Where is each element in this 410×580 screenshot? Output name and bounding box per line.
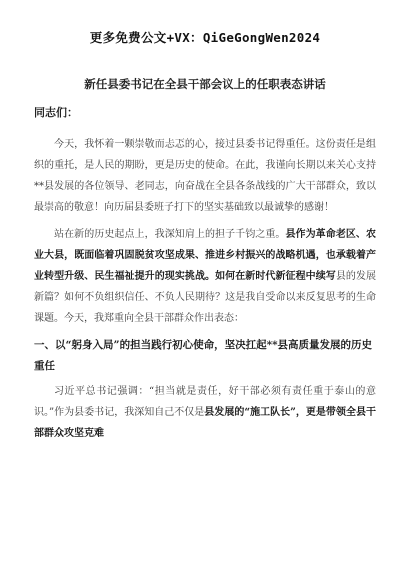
paragraph-section1: [34, 381, 376, 444]
document-title: 新任县委书记在全县干部会议上的任职表态讲话: [84, 77, 326, 91]
paragraph-situation-text-c: 县的发展新篇？如何不负组织信任、不负人民期待？这是我自受命以来反复思考的生命课题。今天，我郑重向全县干部群众作出表态：: [34, 271, 377, 324]
salutation: 同志们：: [34, 106, 78, 119]
paragraph-situation-bold: 县作为革命老区、农业大县，既面临着巩固脱贫攻坚成果、推进乡村振兴的战略机遇，也承载着产业转型升级、民生福祉提升的现实挑战。如何在新时代新征程中续写: [34, 229, 377, 282]
section-heading-1: 一、以“躬身入局”的担当践行初心使命，坚决扛起**县高质量发展的历史重任: [34, 339, 373, 372]
watermark-header: 更多免费公文+VX：QiGeGongWen2024: [89, 30, 321, 45]
paragraph-intro-text: 今天，我怀着一颗崇敬而忐忑的心，接过县委书记得重任。这份责任是组织的重托，是人民的期盼，更是历史的使命。在此，我谨向长期以来关心支持**县发展的各位领导、老同志，向奋战在全县各条战线的广大干部群众，致以最崇高的敬意！向历届县委班子打下的坚实基础致以最诚挚的感谢！: [34, 139, 376, 213]
paragraph-situation: [34, 224, 376, 329]
paragraph-situation-text-a: 站在新的历史起点上，我深知肩上的担子千钧之重。: [54, 229, 286, 240]
paragraph-section1-text-a: 习近平总书记强调：“担当就是责任，好干部必须有责任重于泰山的意识。”作为县委书记，我深知自己不仅是: [34, 386, 376, 418]
paragraph-section1-bold: 县发展的“施工队长”，更是带领全县干部群众攻坚克难: [34, 407, 376, 439]
paragraph-intro: [34, 134, 376, 218]
